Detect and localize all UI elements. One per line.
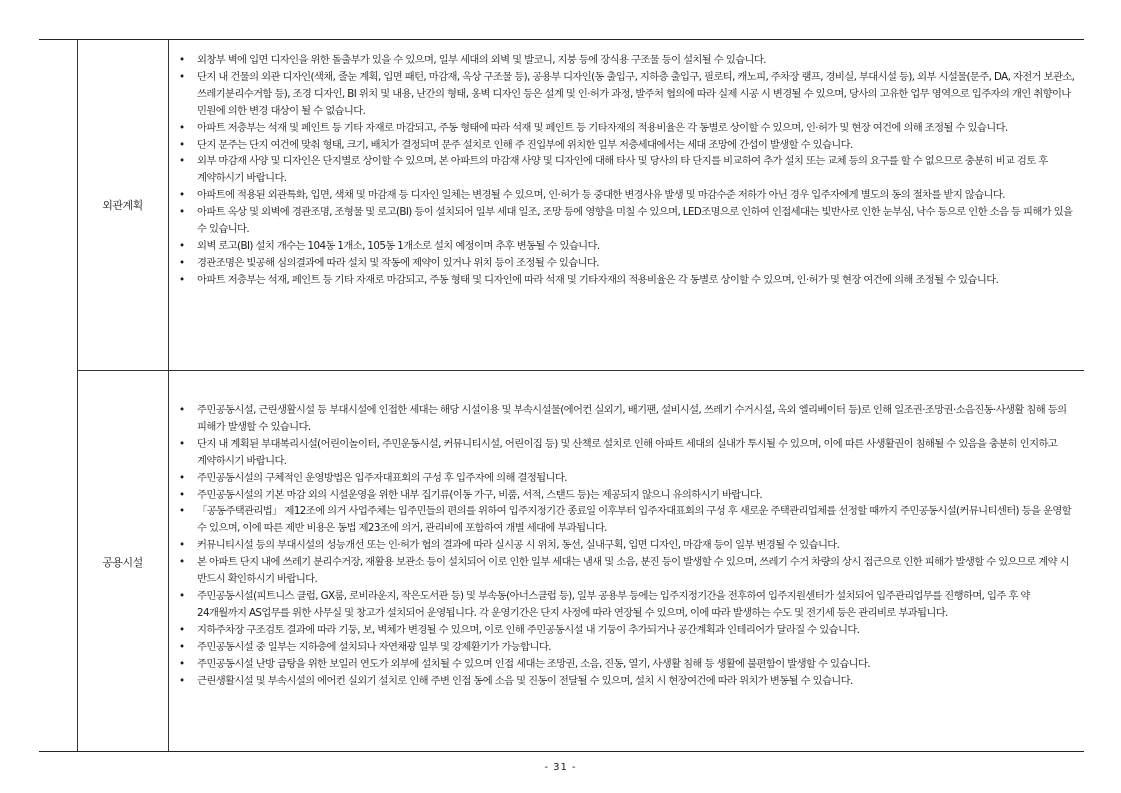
notice-item: • 단지 문주는 단지 여건에 맞춰 형태, 크기, 배치가 결정되며 문주 설치로 인해 주 진입부에 위치한 일부 저층세대에서는 세대 조망에 간섭이 발생할 수 있습니다. — [169, 137, 1076, 154]
notice-item: • 「공동주택관리법」 제12조에 의거 사업주체는 입주민들의 편의를 위하여 입주지정기간 종료일 이후부터 입주자대표회의 구성 후 새로운 주택관리업체를 선정할 때까지 주민공동시설(커뮤니티센터) 등을 운영할 수 있으며, 이에 따른 제반 비용은 동법 제23조에 의거, 관리비에 포함하여 개별 세대에 부과됩니다. — [169, 503, 1076, 537]
notice-item: • 주민공동시설 난방 급탕을 위한 보일러 연도가 외부에 설치될 수 있으며 인접 세대는 조망권, 소음, 진동, 열기, 사생활 침해 등 생활에 불편함이 발생할 수 있습니다. — [169, 656, 1076, 673]
notice-item: • 커뮤니티시설 등의 부대시설의 성능개선 또는 인·허가 협의 결과에 따라 실시공 시 위치, 동선, 실내구획, 입면 디자인, 마감재 등이 일부 변경될 수 있습니다. — [169, 537, 1076, 554]
notice-item: • 외창부 벽에 입면 디자인을 위한 돌출부가 있을 수 있으며, 일부 세대의 외벽 및 발코니, 지붕 등에 장식용 구조물 등이 설치될 수 있습니다. — [169, 52, 1076, 69]
section-content-exterior — [169, 52, 1076, 289]
notice-item: • 주민공동시설의 구체적인 운영방법은 입주자대표회의 구성 후 입주자에 의해 결정됩니다. — [169, 470, 1076, 487]
notice-table — [39, 39, 1084, 752]
row-divider — [77, 370, 1084, 371]
notice-item: • 주민공동시설의 기본 마감 외의 시설운영을 위한 내부 집기류(이동 가구, 비품, 서적, 스탠드 등)는 제공되지 않으니 유의하시기 바랍니다. — [169, 487, 1076, 504]
section-label-exterior: 외관계획 — [102, 199, 143, 212]
notice-item: • 주민공동시설(피트니스 클럽, GX룸, 로비라운지, 작은도서관 등) 및 부속동(아너스클럽 등), 일부 공용부 등에는 입주지정기간을 전후하여 입주지원센터가 설치되어 입주관리업무를 진행하며, 입주 후 약 24개월까지 AS업무를 위한 사무실 및 창고가 설치되어 운영됩니다. 각 운영기간은 단지 사정에 따라 연장될 수 있으며, 이에 따라 발생하는 수도 및 전기세 등은 관리비로 부과됩니다. — [169, 588, 1076, 622]
notice-item: • 아파트 저층부는 석재, 페인트 등 기타 자재로 마감되고, 주동 형태 및 디자인에 따라 석재 및 기타자재의 적용비율은 각 동별로 상이할 수 있으며, 인·허가 및 현장 여건에 의해 조정될 수 있습니다. — [169, 272, 1076, 289]
notice-item: • 단지 내 건물의 외관 디자인(색채, 줄눈 계획, 입면 패턴, 마감재, 옥상 구조물 등), 공용부 디자인(동 출입구, 지하층 출입구, 필로티, 캐노피, 주차장 램프, 경비실, 부대시설 등), 외부 시설물(문주, DA, 자전거 보관소, 쓰레기분리수거함 등), 조경 디자인, BI 위치 및 내용, 난간의 형태, 옹벽 디자인 등은 설계 및 인·허가 과정, 발주처 협의에 따라 실제 시공 시 변경될 수 있으며, 당사의 고유한 업무 영역으로 입주자의 개인 취향이나 민원에 의한 변경 대상이 될 수 없습니다. — [169, 69, 1076, 120]
section-content-common-facilities — [169, 402, 1076, 689]
notice-item: • 아파트 옥상 및 외벽에 경관조명, 조형물 및 로고(BI) 등이 설치되어 일부 세대 일조, 조망 등에 영향을 미칠 수 있으며, LED조명으로 인하여 인접세대는 빛반사로 인한 눈부심, 낙수 등으로 인한 소음 등 피해가 있을 수 있습니다. — [169, 204, 1076, 238]
notice-item: • 주민공동시설 중 일부는 지하층에 설치되나 자연채광 일부 및 강제환기가 가능합니다. — [169, 639, 1076, 656]
common-facilities-notice-list — [169, 402, 1076, 689]
notice-item: • 아파트에 적용된 외관특화, 입면, 색채 및 마감재 등 디자인 일체는 변경될 수 있으며, 인·허가 등 중대한 변경사유 발생 및 마감수준 저하가 아닌 경우 입주자에게 별도의 동의 절차를 받지 않습니다. — [169, 187, 1076, 204]
notice-item: • 지하주차장 구조검토 결과에 따라 기둥, 보, 벽체가 변경될 수 있으며, 이로 인해 주민공동시설 내 기둥이 추가되거나 공간계획과 인테리어가 달라질 수 있습니다. — [169, 622, 1076, 639]
notice-item: • 외벽 로고(BI) 설치 개수는 104동 1개소, 105동 1개소로 설치 예정이며 추후 변동될 수 있습니다. — [169, 238, 1076, 255]
exterior-notice-list — [169, 52, 1076, 289]
notice-item: • 외부 마감재 사양 및 디자인은 단지별로 상이할 수 있으며, 본 아파트의 마감재 사양 및 디자인에 대해 타사 및 당사의 타 단지를 비교하여 추가 설치 또는 교체 등의 요구를 할 수 없으므로 충분히 비교 검토 후 계약하시기 바랍니다. — [169, 153, 1076, 187]
notice-item: • 주민공동시설, 근린생활시설 등 부대시설에 인접한 세대는 해당 시설이용 및 부속시설물(에어컨 실외기, 배기팬, 설비시설, 쓰레기 수거시설, 옥외 엘리베이터 등)로 인해 일조권·조망권·소음진동·사생활 침해 등의 피해가 발생할 수 있습니다. — [169, 402, 1076, 436]
notice-item: • 아파트 저층부는 석재 및 페인트 등 기타 자재로 마감되고, 주동 형태에 따라 석재 및 페인트 등 기타자재의 적용비율은 각 동별로 상이할 수 있으며, 인·허가 및 현장 여건에 의해 조정될 수 있습니다. — [169, 120, 1076, 137]
notice-item: • 근린생활시설 및 부속시설의 에어컨 실외기 설치로 인해 주변 인접 동에 소음 및 진동이 전달될 수 있으며, 설치 시 현장여건에 따라 위치가 변동될 수 있습니다. — [169, 673, 1076, 690]
page-number: - 31 - — [544, 762, 577, 773]
notice-item: • 본 아파트 단지 내에 쓰레기 분리수거장, 재활용 보관소 등이 설치되어 이로 인한 일부 세대는 냄새 및 소음, 분진 등이 발생할 수 있으며, 쓰레기 수거 차량의 상시 접근으로 인한 피해가 발생할 수 있으므로 계약 시 반드시 확인하시기 바랍니다. — [169, 554, 1076, 588]
section-label-common-facilities: 공용시설 — [102, 556, 143, 569]
notice-item: • 경관조명은 빛공해 심의결과에 따라 설치 및 작동에 제약이 있거나 위치 등이 조정될 수 있습니다. — [169, 255, 1076, 272]
notice-item: • 단지 내 계획된 부대복리시설(어린이놀이터, 주민운동시설, 커뮤니티시설, 어린이집 등) 및 산책로 설치로 인해 아파트 세대의 실내가 투시될 수 있으며, 이에 따른 사생활권이 침해될 수 있음을 충분히 인지하고 계약하시기 바랍니다. — [169, 436, 1076, 470]
